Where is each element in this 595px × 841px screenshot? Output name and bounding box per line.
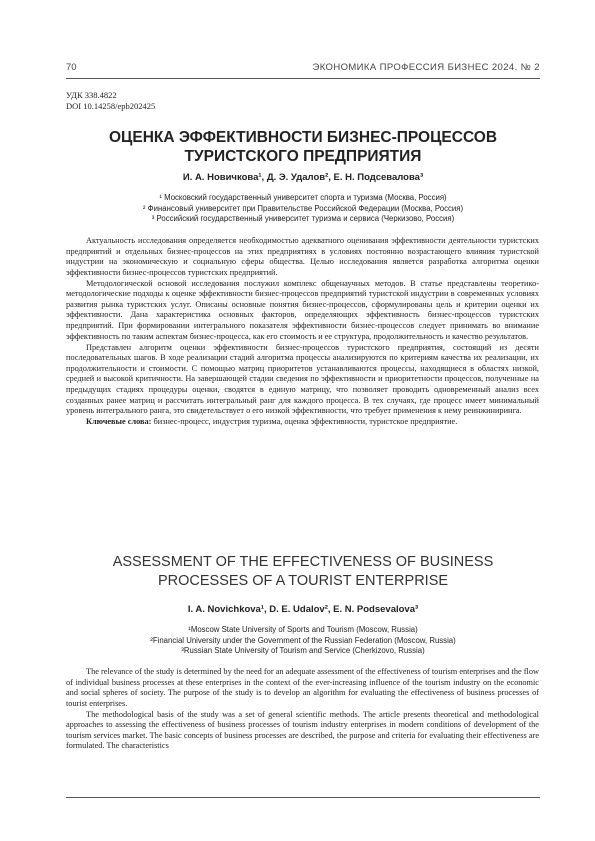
keywords-list: бизнес-процесс, индустрия туризма, оценка эффективности, туристское предприятие.: [151, 416, 458, 426]
en-title-line-1: ASSESSMENT OF THE EFFECTIVENESS OF BUSINESS: [112, 554, 494, 570]
ru-abstract-paragraph-1: Актуальность исследования определяется необходимостью адекватного оценивания эффективности деятельности туристских предприятий и отдельных бизнес-процессов на этих предприятиях в условиях постоянно возрастающего влияния туристской индустрии на экономическую и социальную сферы общества. Целью исследования является разработка алгоритма оценки эффективности бизнес-процессов туристских предприятий.: [66, 236, 539, 277]
en-title-line-2: PROCESSES OF A TOURIST ENTERPRISE: [157, 573, 449, 589]
ru-title-line-2: ТУРИСТСКОГО ПРЕДПРИЯТИЯ: [184, 148, 422, 165]
page-number: 70: [66, 62, 77, 73]
ru-affiliation-1: ¹ Московский государственный университет спорта и туризма (Москва, Россия): [159, 193, 447, 202]
footer-divider: [66, 797, 540, 798]
ru-abstract-paragraph-3: Представлен алгоритм оценки эффективности бизнес-процессов туристского предприятия, состоящий из десяти последовательных шагов. В ходе реализации стадий алгоритма процессы анализируются по критериям качества их реализации, их продолжительности и стоимости. С помощью матриц приоритетов устанавливаются процессы, находящиеся в областях низкой, средней и высокой критичности. На завершающей стадии сведения по эффективности и приоритетности процессов, полученные на предыдущих стадиях процедуры оценки, сводятся в единую матрицу, что позволяет проводить одновременный анализ всех созданных ранее матриц и рассчитать интегральный ранг для каждого процесса. В тех случаях, где процесс имеет минимальный уровень интегрального ранга, это свидетельствует о его низкой эффективности, что требует применения к нему реинжиниринга.: [66, 342, 539, 416]
en-affiliation-2: ²Financial University under the Government of the Russian Federation (Moscow, Russia): [150, 635, 456, 645]
ru-authors: И. А. Новичкова¹, Д. Э. Удалов², Е. Н. Подсевалова³: [182, 172, 424, 183]
en-abstract: [66, 667, 539, 752]
en-affiliation-3: ³Russian State University of Tourism and Service (Cherkizovo, Russia): [181, 646, 425, 656]
article-meta: [66, 90, 155, 112]
ru-affiliations: [66, 193, 540, 225]
header-divider: [66, 78, 540, 79]
ru-affiliation-2: ² Финансовый университет при Правительстве Российской Федерации (Москва, Россия): [142, 203, 464, 213]
keywords-label: Ключевые слова:: [86, 416, 152, 426]
doi: DOI 10.14258/epb202425: [66, 101, 156, 111]
ru-article-title: [66, 128, 540, 166]
ru-keywords: [66, 417, 539, 428]
en-abstract-paragraph-2: The methodological basis of the study was a set of general scientific methods. The article presents theoretical and methodological approaches to assessing the effectiveness of business processes of tourism industry enterprises in modern conditions of development of the tourism services market. The basic concepts of business processes are described, the purpose and criteria for evaluating their effectiveness are formulated. The characteristics: [66, 709, 539, 751]
en-affiliation-1: ¹Moscow State University of Sports and Tourism (Moscow, Russia): [188, 625, 418, 634]
ru-title-line-1: ОЦЕНКА ЭФФЕКТИВНОСТИ БИЗНЕС-ПРОЦЕССОВ: [108, 129, 498, 146]
en-affiliations: [66, 625, 540, 657]
en-article-title: [66, 553, 540, 591]
en-abstract-paragraph-1: The relevance of the study is determined by the need for an adequate assessment of the effectiveness of tourism enterprises and the flow of individual business processes at these enterprises in the context of the ever-increasing influence of the tourism industry on the economic and social spheres of society. The purpose of the study is to develop an algorithm for evaluating the effectiveness of business processes of tourist enterprises.: [66, 667, 539, 708]
ru-abstract: [66, 236, 539, 428]
udk-code: УДК 338.4822: [66, 90, 117, 100]
en-authors: I. A. Novichkova¹, D. E. Udalov², E. N. Podsevalova³: [187, 604, 419, 615]
journal-name: ЭКОНОМИКА ПРОФЕССИЯ БИЗНЕС 2024. № 2: [312, 62, 540, 73]
ru-abstract-paragraph-2: Методологической основой исследования послужил комплекс общенаучных методов. В статье представлены теоретико-методологические подходы к оценке эффективности бизнес-процессов предприятий туристской индустрии в современных условиях развития рынка туристских услуг. Описаны основные понятия бизнес-процессов, сформулированы цель и критерии оценки их эффективности. Дана характеристика основных факторов, определяющих эффективность бизнес-процессов туристских предприятий. При формировании интегрального показателя эффективности бизнес-процессов следует принимать во внимание эффективность по таким аспектам бизнес-процесса, как его стоимость и ее структура, продолжительность и качество результатов.: [66, 278, 539, 341]
ru-affiliation-3: ³ Российский государственный университет туризма и сервиса (Черкизово, Россия): [151, 214, 455, 224]
